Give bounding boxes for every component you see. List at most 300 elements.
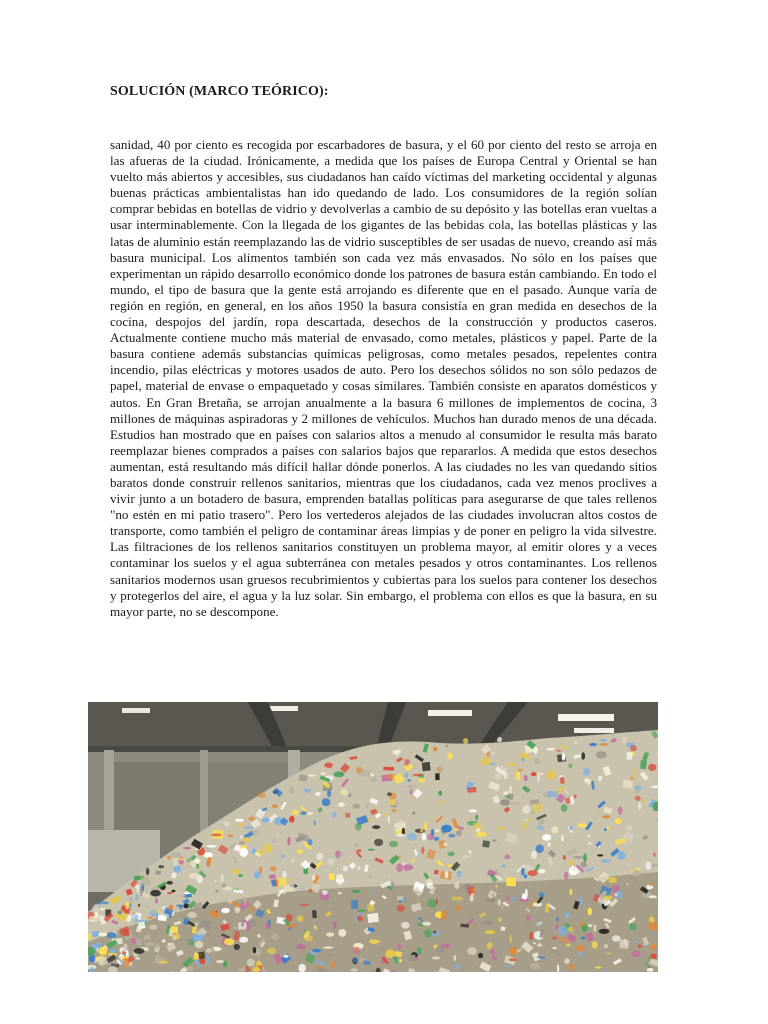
- waste-item: [487, 943, 493, 950]
- waste-item: [444, 843, 447, 846]
- waste-item: [448, 834, 455, 838]
- waste-item: [640, 760, 647, 769]
- waste-item: [524, 775, 527, 781]
- waste-item: [146, 868, 150, 875]
- waste-item: [538, 774, 540, 782]
- waste-item: [489, 763, 496, 765]
- waste-item: [435, 946, 444, 952]
- waste-item: [453, 955, 456, 961]
- waste-item: [570, 889, 573, 896]
- waste-item: [253, 947, 257, 953]
- waste-item: [270, 866, 276, 871]
- waste-item: [138, 920, 148, 922]
- waste-item: [412, 774, 423, 776]
- waste-item: [353, 804, 360, 809]
- waste-item: [562, 753, 566, 761]
- waste-item: [388, 815, 390, 824]
- waste-item: [327, 954, 331, 956]
- waste-item: [463, 738, 468, 744]
- waste-item: [427, 834, 434, 841]
- waste-item: [147, 917, 153, 919]
- waste-item: [484, 920, 494, 926]
- waste-item: [441, 825, 452, 833]
- waste-item: [96, 948, 98, 953]
- waste-item: [322, 890, 328, 895]
- waste-item: [244, 922, 247, 929]
- waste-item: [538, 819, 544, 825]
- waste-item: [262, 818, 270, 823]
- waste-item: [224, 938, 235, 945]
- waste-item: [445, 871, 449, 879]
- waste-item: [521, 757, 524, 761]
- waste-item: [476, 832, 487, 838]
- waste-item: [421, 847, 424, 855]
- waste-item: [510, 897, 517, 899]
- waste-item: [504, 964, 510, 967]
- waste-item: [186, 966, 193, 971]
- waste-item: [171, 890, 175, 893]
- waste-item: [355, 823, 362, 831]
- waste-item: [526, 914, 531, 921]
- waste-item: [138, 904, 140, 907]
- waste-item: [524, 875, 527, 879]
- waste-item: [475, 814, 478, 820]
- waste-item: [405, 759, 410, 765]
- waste-item: [569, 826, 572, 830]
- waste-item: [239, 841, 245, 844]
- waste-item: [134, 948, 145, 954]
- waste-item: [623, 780, 633, 789]
- waste-item: [612, 935, 621, 941]
- waste-item: [448, 752, 453, 759]
- waste-item: [406, 785, 416, 789]
- waste-item: [312, 910, 317, 918]
- waste-item: [485, 930, 496, 934]
- waste-item: [599, 743, 608, 746]
- waste-item: [634, 941, 638, 943]
- waste-item: [588, 908, 592, 916]
- waste-item: [321, 772, 327, 776]
- waste-item: [385, 950, 395, 958]
- waste-item: [452, 896, 462, 900]
- waste-item: [578, 951, 582, 957]
- waste-item: [353, 957, 357, 963]
- waste-item: [407, 833, 417, 841]
- waste-item: [327, 790, 331, 798]
- waste-item: [107, 953, 117, 956]
- waste-item: [649, 883, 654, 886]
- waste-item: [597, 854, 603, 856]
- waste-item: [599, 739, 607, 742]
- waste-item: [596, 751, 607, 758]
- waste-item: [125, 902, 129, 910]
- waste-item: [435, 898, 438, 904]
- waste-item: [435, 773, 439, 780]
- waste-pile-photo: [88, 702, 658, 972]
- waste-item: [134, 877, 139, 881]
- waste-item: [299, 774, 308, 781]
- waste-item: [282, 871, 286, 879]
- waste-item: [568, 860, 574, 866]
- waste-item: [136, 894, 139, 901]
- waste-item: [607, 826, 609, 830]
- waste-item: [478, 953, 483, 959]
- waste-item: [338, 892, 342, 894]
- waste-item: [249, 920, 258, 926]
- waste-item: [334, 771, 345, 777]
- waste-item: [397, 905, 405, 912]
- waste-item: [638, 945, 642, 948]
- waste-item: [150, 925, 158, 930]
- waste-item: [448, 864, 453, 867]
- waste-item: [500, 926, 505, 931]
- waste-item: [588, 842, 592, 844]
- waste-item: [396, 863, 403, 872]
- waste-item: [432, 956, 440, 959]
- waste-item: [467, 886, 474, 894]
- waste-item: [367, 913, 379, 923]
- waste-item: [242, 837, 250, 842]
- waste-item: [291, 860, 295, 862]
- waste-item: [569, 763, 573, 768]
- waste-item: [646, 862, 652, 870]
- waste-item: [537, 773, 544, 775]
- waste-item: [343, 866, 349, 872]
- waste-item: [602, 815, 610, 818]
- waste-item: [517, 769, 523, 772]
- waste-item: [342, 789, 349, 796]
- waste-item: [605, 952, 612, 954]
- waste-item: [391, 809, 396, 813]
- waste-item: [239, 937, 248, 943]
- waste-item: [447, 852, 455, 857]
- waste-item: [498, 917, 502, 922]
- waste-item: [546, 748, 555, 751]
- waste-pile-illustration: [88, 702, 658, 972]
- waste-item: [522, 893, 528, 899]
- waste-item: [118, 910, 122, 914]
- waste-item: [159, 961, 169, 964]
- waste-item: [390, 799, 396, 805]
- waste-item: [395, 801, 398, 806]
- waste-item: [649, 895, 657, 898]
- waste-item: [434, 870, 439, 875]
- waste-item: [552, 936, 557, 939]
- waste-item: [228, 834, 233, 837]
- waste-item: [632, 870, 640, 877]
- waste-item: [289, 816, 295, 823]
- waste-item: [350, 968, 358, 971]
- waste-item: [648, 921, 658, 930]
- waste-item: [521, 868, 525, 876]
- waste-item: [581, 937, 586, 940]
- waste-item: [289, 786, 294, 794]
- waste-item: [410, 789, 413, 795]
- waste-item: [548, 791, 558, 798]
- waste-item: [647, 968, 654, 972]
- waste-item: [617, 852, 625, 860]
- waste-item: [485, 898, 496, 902]
- waste-item: [98, 933, 107, 937]
- waste-item: [531, 851, 537, 859]
- waste-item: [509, 786, 511, 794]
- waste-item: [280, 854, 284, 858]
- waste-item: [407, 779, 411, 781]
- body-paragraph: sanidad, 40 por ciento es recogida por escarbadores de basura, y el 60 por ciento del resto se arroja en las afueras de la ciudad. Irónicamente, a medida que los países de Europa Central y Oriental se han vuelto más abiertos y accesibles, sus ciudadanos han caído víctimas del marketing occidental y algunas buenas prácticas ambientalistas han ido quedando de lado. Los consumidores de la región solían comprar bebidas en botellas de vidrio y devolverlas a cambio de su depósito y las botellas eran vueltas a usar interminablemente. Con la llegada de los gigantes de las bebidas cola, las botellas plásticas y las latas de aluminio están reemplazando las de vidrio susceptibles de ser usadas de nuevo, creando así más basura municipal. Los alimentos también son cada vez más envasados. No sólo en los países que experimentan un rápido desarrollo económico donde los patrones de basura están cambiando. En todo el mundo, el tipo de basura que la gente está arrojando es diferente que en el pasado. Aunque varía de región en región, en general, en los años 1950 la basura consistía en gran medida en desechos de la cocina, despojos del jardín, ropa descartada, desechos de la construcción y productos caseros. Actualmente contiene mucho más material de envasado, como metales, plásticos y papel. Parte de la basura contiene además substancias químicas peligrosas, como metales pesados, repelentes contra incendio, pilas eléctricas y motores usados de auto. Pero los desechos sólidos no son sólo pedazos de papel, material de envase o empaquetado y cosas similares. También consiste en aparatos domésticos y autos. En Gran Bretaña, se arrojan anualmente a la basura 6 millones de implementos de cocina, 3 millones de máquinas aspiradoras y 2 millones de vehículos. Muchos han durado menos de una década. Estudios han mostrado que en países con salarios altos a menudo al consumidor le resulta más barato reemplazar bienes comprados a países con salarios bajos que repararlos. A medida que estos desechos aumentan, está resultando más difícil hallar dónde ponerlos. A las ciudades no les van quedando sitios baratos donde construir rellenos sanitarios, mientras que los ciudadanos, cada vez menos proclives a vivir junto a un botadero de basura, emprenden batallas políticas para asegurarse de que tales rellenos "no estén en mi patio trasero". Pero los vertederos alejados de las ciudades involucran altos costos de transporte, como también el peligro de contaminar áreas limpias y de poner en peligro la vida silvestre. Las filtraciones de los rellenos sanitarios constituyen un problema mayor, al emitir olores y a veces contaminar los suelos y el agua subterránea con metales pesados y otros contaminantes. Los rellenos sanitarios modernos usan gruesos recubrimientos y cubiertas para los suelos para contener los desechos y protegerlos del aire, el agua y la luz solar. Sin embargo, el problema con ellos es que la basura, en su mayor parte, no se descompone.: [110, 137, 657, 619]
- waste-item: [424, 822, 428, 829]
- waste-item: [357, 910, 366, 912]
- waste-item: [267, 948, 276, 954]
- waste-item: [417, 948, 421, 955]
- waste-item: [383, 767, 394, 771]
- waste-item: [592, 941, 598, 949]
- waste-item: [338, 929, 346, 937]
- waste-item: [301, 811, 308, 815]
- waste-item: [247, 959, 255, 967]
- waste-item: [167, 892, 172, 895]
- waste-item: [93, 904, 103, 912]
- waste-item: [570, 796, 574, 805]
- waste-item: [336, 874, 344, 880]
- waste-item: [371, 890, 373, 893]
- waste-item: [314, 820, 316, 825]
- waste-item: [155, 898, 158, 903]
- waste-item: [387, 792, 392, 796]
- waste-item: [382, 814, 388, 817]
- waste-item: [619, 940, 629, 949]
- waste-item: [492, 751, 495, 757]
- waste-item: [441, 911, 447, 920]
- waste-item: [522, 821, 526, 829]
- waste-item: [273, 840, 276, 842]
- waste-item: [519, 753, 530, 761]
- waste-item: [556, 925, 559, 930]
- waste-item: [277, 833, 280, 836]
- ceiling-light: [268, 706, 298, 711]
- waste-item: [618, 807, 623, 815]
- waste-item: [497, 737, 502, 742]
- waste-item: [510, 934, 512, 943]
- waste-item: [300, 904, 310, 906]
- waste-item: [312, 875, 315, 881]
- waste-item: [401, 922, 410, 929]
- waste-item: [537, 943, 542, 947]
- waste-item: [204, 852, 213, 858]
- waste-item: [564, 958, 570, 964]
- waste-item: [653, 808, 658, 811]
- waste-item: [221, 908, 230, 913]
- waste-item: [498, 899, 501, 905]
- waste-item: [633, 769, 636, 777]
- waste-item: [495, 773, 501, 780]
- waste-item: [266, 921, 269, 930]
- waste-item: [531, 811, 535, 814]
- waste-item: [198, 951, 205, 959]
- waste-item: [297, 916, 304, 922]
- waste-item: [397, 896, 404, 901]
- waste-item: [171, 852, 181, 858]
- waste-item: [422, 762, 431, 771]
- waste-item: [324, 762, 332, 768]
- waste-item: [578, 823, 588, 827]
- waste-item: [167, 856, 171, 860]
- waste-item: [528, 870, 538, 876]
- waste-item: [370, 940, 381, 943]
- waste-item: [143, 935, 150, 940]
- waste-item: [500, 799, 510, 805]
- waste-item: [389, 841, 398, 847]
- waste-item: [211, 948, 215, 953]
- waste-item: [536, 844, 544, 853]
- waste-item: [244, 826, 254, 829]
- waste-item: [368, 849, 375, 851]
- waste-item: [305, 936, 312, 941]
- waste-item: [509, 958, 517, 961]
- waste-item: [462, 855, 470, 859]
- waste-item: [604, 828, 607, 831]
- waste-item: [496, 885, 499, 888]
- waste-item: [272, 804, 278, 808]
- waste-item: [374, 839, 383, 846]
- waste-item: [176, 905, 184, 907]
- waste-item: [456, 964, 459, 969]
- waste-item: [580, 862, 587, 868]
- waste-item: [235, 819, 244, 822]
- waste-item: [338, 883, 342, 886]
- waste-item: [94, 918, 101, 922]
- waste-item: [648, 764, 656, 771]
- waste-item: [501, 865, 506, 868]
- waste-item: [533, 942, 536, 944]
- waste-item: [135, 957, 140, 960]
- waste-item: [181, 895, 186, 897]
- waste-item: [315, 792, 321, 796]
- waste-item: [492, 839, 496, 841]
- waste-item: [134, 914, 139, 922]
- waste-item: [259, 867, 262, 874]
- waste-item: [235, 907, 240, 913]
- waste-item: [169, 905, 174, 911]
- ceiling-light: [428, 710, 472, 716]
- waste-item: [589, 743, 597, 746]
- waste-item: [588, 835, 591, 838]
- waste-item: [599, 780, 602, 782]
- waste-item: [542, 834, 551, 841]
- waste-item: [396, 834, 405, 837]
- waste-item: [564, 872, 568, 880]
- waste-item: [548, 842, 551, 847]
- waste-item: [150, 910, 159, 916]
- waste-item: [405, 773, 408, 779]
- waste-item: [187, 912, 197, 918]
- waste-item: [135, 885, 139, 889]
- waste-item: [263, 844, 272, 853]
- waste-item: [333, 921, 336, 929]
- waste-item: [575, 741, 578, 744]
- waste-item: [238, 874, 243, 877]
- ceiling-light: [558, 714, 614, 721]
- waste-item: [316, 853, 323, 861]
- waste-item: [322, 798, 331, 806]
- waste-item: [101, 908, 105, 911]
- waste-item: [653, 853, 655, 857]
- waste-item: [234, 944, 240, 950]
- waste-item: [635, 796, 641, 801]
- waste-item: [419, 919, 422, 921]
- waste-item: [581, 752, 585, 759]
- waste-item: [195, 941, 204, 948]
- ceiling-light: [122, 708, 150, 713]
- waste-item: [615, 818, 622, 824]
- waste-item: [258, 793, 266, 798]
- waste-item: [145, 942, 155, 946]
- waste-item: [601, 859, 611, 863]
- waste-item: [368, 818, 373, 821]
- waste-item: [312, 949, 321, 952]
- waste-item: [221, 874, 224, 881]
- waste-item: [106, 932, 116, 938]
- waste-item: [522, 805, 530, 813]
- waste-item: [631, 951, 641, 957]
- waste-item: [583, 853, 587, 862]
- waste-item: [422, 833, 427, 840]
- waste-item: [422, 922, 431, 926]
- waste-item: [426, 883, 433, 889]
- waste-item: [529, 932, 533, 940]
- waste-item: [351, 900, 358, 909]
- waste-item: [446, 745, 449, 748]
- waste-item: [307, 774, 316, 777]
- waste-item: [323, 947, 334, 949]
- waste-item: [123, 943, 127, 951]
- waste-item: [604, 944, 608, 948]
- waste-item: [435, 829, 440, 831]
- waste-item: [277, 877, 287, 887]
- waste-item: [101, 902, 109, 905]
- waste-item: [530, 963, 540, 970]
- waste-item: [573, 856, 583, 859]
- waste-item: [609, 877, 617, 883]
- waste-item: [299, 964, 306, 972]
- waste-item: [183, 847, 191, 849]
- waste-item: [556, 917, 558, 921]
- waste-item: [171, 926, 178, 933]
- waste-item: [563, 855, 566, 860]
- waste-item: [287, 837, 290, 845]
- waste-item: [615, 893, 618, 897]
- waste-item: [456, 830, 462, 837]
- waste-item: [467, 787, 476, 793]
- waste-item: [211, 834, 222, 837]
- waste-item: [470, 896, 474, 902]
- waste-item: [140, 888, 143, 896]
- waste-item: [221, 821, 230, 824]
- waste-item: [403, 864, 413, 870]
- waste-item: [214, 880, 216, 883]
- waste-item: [594, 925, 597, 932]
- waste-item: [99, 947, 107, 956]
- waste-item: [561, 804, 567, 812]
- waste-item: [348, 793, 351, 797]
- waste-item: [248, 817, 255, 821]
- waste-item: [133, 912, 135, 915]
- waste-item: [635, 788, 640, 794]
- waste-item: [329, 873, 335, 880]
- waste-item: [506, 878, 516, 887]
- waste-item: [150, 890, 161, 897]
- waste-item: [434, 837, 440, 841]
- waste-item: [638, 802, 642, 810]
